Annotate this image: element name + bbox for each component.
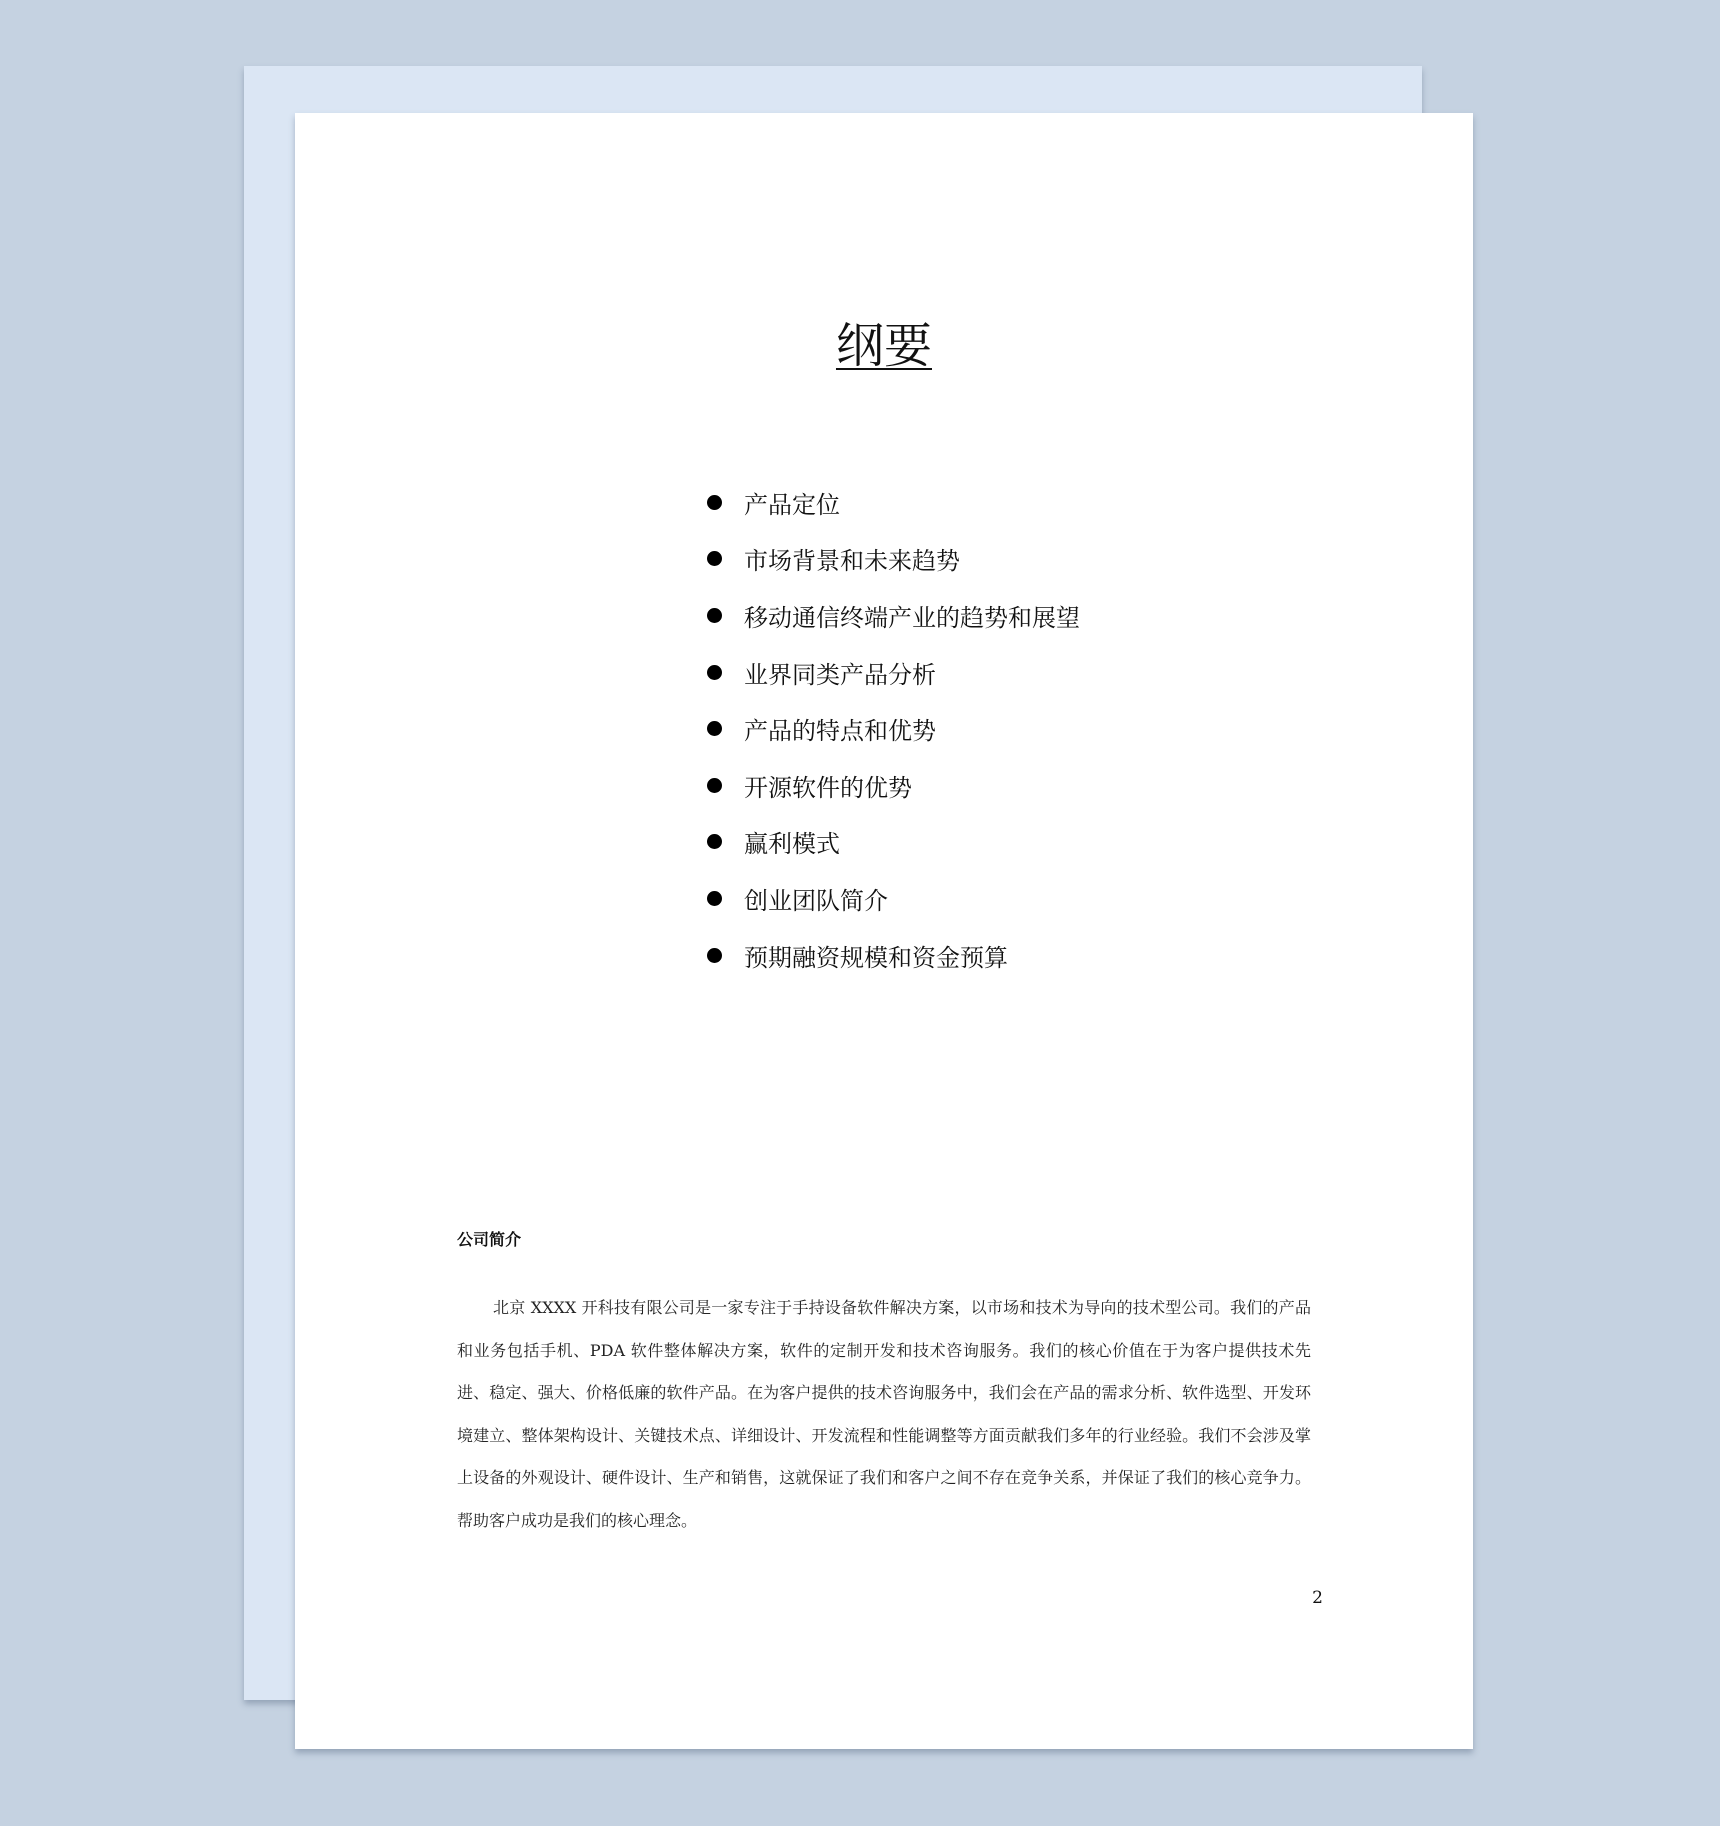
outline-item-label: 业界同类产品分析 xyxy=(744,660,936,689)
outline-item xyxy=(707,700,1080,757)
page-title xyxy=(295,311,1473,381)
outline-item xyxy=(707,531,1080,588)
outline-item xyxy=(707,870,1080,927)
outline-item-label: 赢利模式 xyxy=(744,830,840,859)
bullet-icon xyxy=(707,608,722,623)
bullet-icon xyxy=(707,834,722,849)
company-intro-paragraph: 北京 XXXX 开科技有限公司是一家专注于手持设备软件解决方案，以市场和技术为导向的技术型公司。我们的产品和业务包括手机、PDA 软件整体解决方案，软件的定制开发和技术咨询服务。我们的核心价值在于为客户提供技术先进、稳定、强大、价格低廉的软件产品。在为客户提供的技术咨询服务中，我们会在产品的需求分析、软件选型、开发环境建立、整体架构设计、关键技术点、详细设计、开发流程和性能调整等方面贡献我们多年的行业经验。我们不会涉及掌上设备的外观设计、硬件设计、生产和销售，这就保证了我们和客户之间不存在竞争关系，并保证了我们的核心竞争力。帮助客户成功是我们的核心理念。 xyxy=(457,1298,1311,1530)
outline-item-label: 产品的特点和优势 xyxy=(744,717,936,746)
page-number: 2 xyxy=(1312,1588,1323,1608)
bullet-icon xyxy=(707,721,722,736)
outline-item xyxy=(707,814,1080,871)
outline-list xyxy=(707,474,1080,983)
outline-item-label: 产品定位 xyxy=(744,490,840,519)
bullet-icon xyxy=(707,778,722,793)
outline-item-label: 创业团队简介 xyxy=(744,886,888,915)
outline-item xyxy=(707,587,1080,644)
outline-item-label: 移动通信终端产业的趋势和展望 xyxy=(744,603,1080,632)
section-heading: 公司简介 xyxy=(457,1230,522,1249)
bullet-icon xyxy=(707,665,722,680)
outline-item xyxy=(707,644,1080,701)
outline-item xyxy=(707,927,1080,984)
outline-item xyxy=(707,474,1080,531)
bullet-icon xyxy=(707,891,722,906)
bullet-icon xyxy=(707,551,722,566)
page-title-text: 纲要 xyxy=(835,318,932,374)
bullet-icon xyxy=(707,948,722,963)
outline-item-label: 开源软件的优势 xyxy=(744,773,912,802)
outline-item-label: 预期融资规模和资金预算 xyxy=(744,943,1008,972)
outline-item xyxy=(707,757,1080,814)
bullet-icon xyxy=(707,495,722,510)
document-page xyxy=(295,113,1473,1749)
outline-item-label: 市场背景和未来趋势 xyxy=(744,547,960,576)
